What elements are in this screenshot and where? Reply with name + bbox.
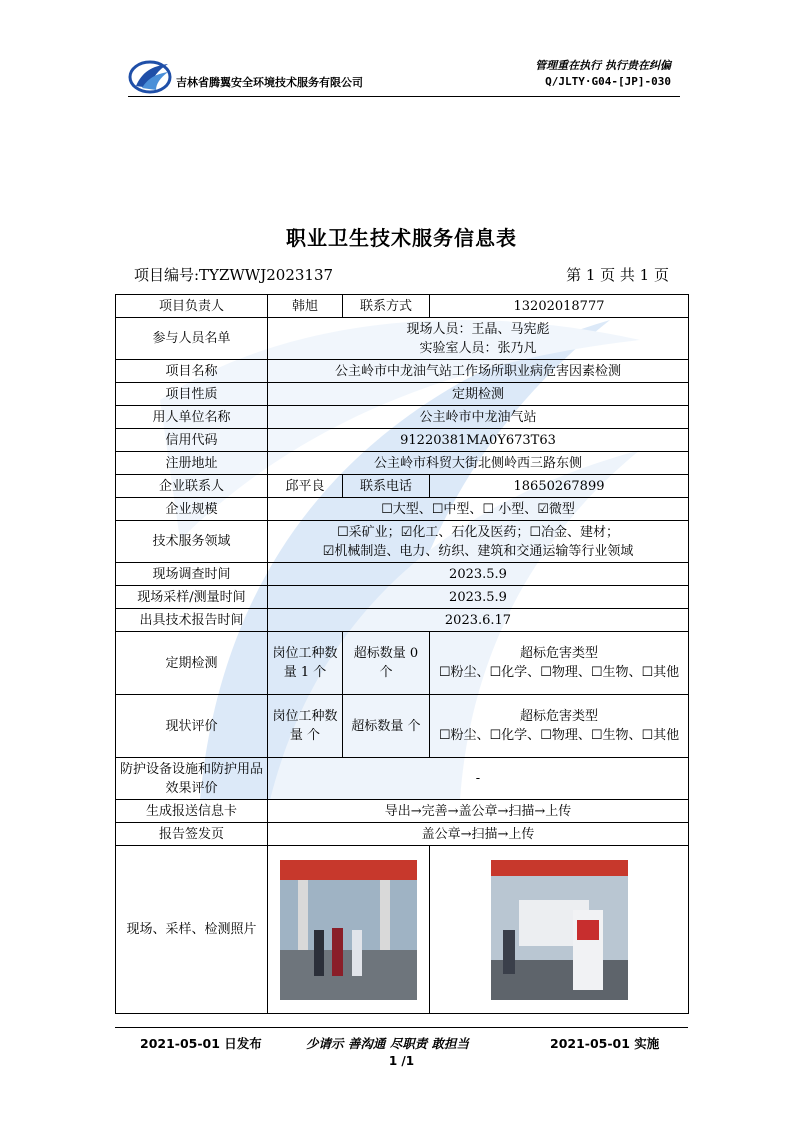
- status-label: 现状评价: [116, 695, 268, 758]
- sampling-label: 现场采样/测量时间: [116, 586, 268, 609]
- credit-label: 信用代码: [116, 429, 268, 452]
- project-name-value: 公主岭市中龙油气站工作场所职业病危害因素检测: [268, 360, 689, 383]
- site-photo-1-icon: [280, 860, 417, 1000]
- ent-phone-label: 联系电话: [343, 475, 430, 498]
- table-row: [116, 475, 689, 498]
- table-row: [116, 429, 689, 452]
- staff-lab: 实验室人员：张乃凡: [419, 340, 537, 356]
- table-row: [116, 318, 689, 360]
- footer-motto: 少请示 善沟通 尽职责 敢担当: [306, 1036, 470, 1051]
- field-line2: ☑机械制造、电力、纺织、建筑和交通运输等行业领域: [322, 543, 634, 559]
- photo-cell-2: [430, 846, 689, 1014]
- table-row: [116, 695, 689, 758]
- photo-cell-1: [268, 846, 430, 1014]
- company-name: 吉林省腾翼安全环境技术服务有限公司: [176, 76, 363, 89]
- hazard-type-title: 超标危害类型: [519, 646, 598, 661]
- employer-label: 用人单位名称: [116, 406, 268, 429]
- status-posts: 岗位工种数量 个: [268, 695, 343, 758]
- survey-label: 现场调查时间: [116, 563, 268, 586]
- company-logo-icon: [128, 58, 172, 94]
- nature-label: 项目性质: [116, 383, 268, 406]
- status-exceed: 超标数量 个: [343, 695, 430, 758]
- report-label: 出具技术报告时间: [116, 609, 268, 632]
- field-line1: ☐采矿业；☑化工、石化及医药；☐冶金、建材；: [337, 524, 619, 540]
- info-table: [115, 294, 689, 1014]
- table-row: [116, 295, 689, 318]
- scale-value: ☐大型、☐中型、☐ 小型、☑微型: [268, 498, 689, 521]
- ent-phone-value: 18650267899: [430, 475, 689, 498]
- scale-label: 企业规模: [116, 498, 268, 521]
- lead-value: 韩旭: [268, 295, 343, 318]
- header-slogan: 管理重在执行 执行贵在纠偏: [535, 59, 671, 72]
- field-label: 技术服务领域: [116, 521, 268, 563]
- footer-divider: [115, 1027, 688, 1028]
- ent-contact-value: 邱平良: [268, 475, 343, 498]
- nature-value: 定期检测: [268, 383, 689, 406]
- table-row: [116, 758, 689, 800]
- card-label: 生成报送信息卡: [116, 800, 268, 823]
- protect-value: -: [268, 758, 689, 800]
- hazard-type-title-2: 超标危害类型: [519, 709, 598, 724]
- card-value: 导出→完善→盖公章→扫描→上传: [268, 800, 689, 823]
- page-info: 第 1 页 共 1 页: [566, 266, 669, 284]
- issue-label: 报告签发页: [116, 823, 268, 846]
- table-row: [116, 800, 689, 823]
- header-divider: [128, 96, 680, 97]
- table-row: [116, 563, 689, 586]
- table-row: [116, 823, 689, 846]
- periodic-hazard: [430, 632, 689, 695]
- table-row: [116, 498, 689, 521]
- status-hazard: [430, 695, 689, 758]
- employer-value: 公主岭市中龙油气站: [268, 406, 689, 429]
- table-row: [116, 383, 689, 406]
- hazard-options-2: ☐粉尘、☐化学、☐物理、☐生物、☐其他: [438, 728, 680, 743]
- sampling-value: 2023.5.9: [268, 586, 689, 609]
- photo-label: 现场、采样、检测照片: [116, 846, 268, 1014]
- lead-label: 项目负责人: [116, 295, 268, 318]
- staff-value: [268, 318, 689, 360]
- address-value: 公主岭市科贸大街北侧岭西三路东侧: [268, 452, 689, 475]
- contact-value: 13202018777: [430, 295, 689, 318]
- table-row: [116, 609, 689, 632]
- table-row: [116, 452, 689, 475]
- staff-field: 现场人员：王晶、马宪彪: [406, 321, 550, 337]
- project-name-label: 项目名称: [116, 360, 268, 383]
- site-photo-2-icon: [491, 860, 628, 1000]
- protect-label: 防护设备设施和防护用品效果评价: [116, 758, 268, 800]
- staff-label: 参与人员名单: [116, 318, 268, 360]
- ent-contact-label: 企业联系人: [116, 475, 268, 498]
- periodic-posts: 岗位工种数量 1 个: [268, 632, 343, 695]
- table-row: [116, 586, 689, 609]
- table-row: [116, 846, 689, 1014]
- table-row: [116, 360, 689, 383]
- survey-value: 2023.5.9: [268, 563, 689, 586]
- credit-value: 91220381MA0Y673T63: [268, 429, 689, 452]
- page-title: 职业卫生技术服务信息表: [286, 226, 517, 250]
- issue-value: 盖公章→扫描→上传: [268, 823, 689, 846]
- periodic-label: 定期检测: [116, 632, 268, 695]
- contact-label: 联系方式: [343, 295, 430, 318]
- address-label: 注册地址: [116, 452, 268, 475]
- project-number: 项目编号:TYZWWJ2023137: [134, 266, 334, 284]
- table-row: [116, 521, 689, 563]
- footer-page-number: 1 /1: [388, 1054, 415, 1068]
- table-row: [116, 406, 689, 429]
- field-value: [268, 521, 689, 563]
- effective-date: 2021-05-01 实施: [550, 1036, 660, 1051]
- hazard-options: ☐粉尘、☐化学、☐物理、☐生物、☐其他: [438, 665, 680, 680]
- table-row: [116, 632, 689, 695]
- report-value: 2023.6.17: [268, 609, 689, 632]
- periodic-exceed: 超标数量 0 个: [343, 632, 430, 695]
- document-code: Q/JLTY·G04-[JP]-030: [545, 75, 671, 88]
- issue-date: 2021-05-01 日发布: [140, 1036, 262, 1051]
